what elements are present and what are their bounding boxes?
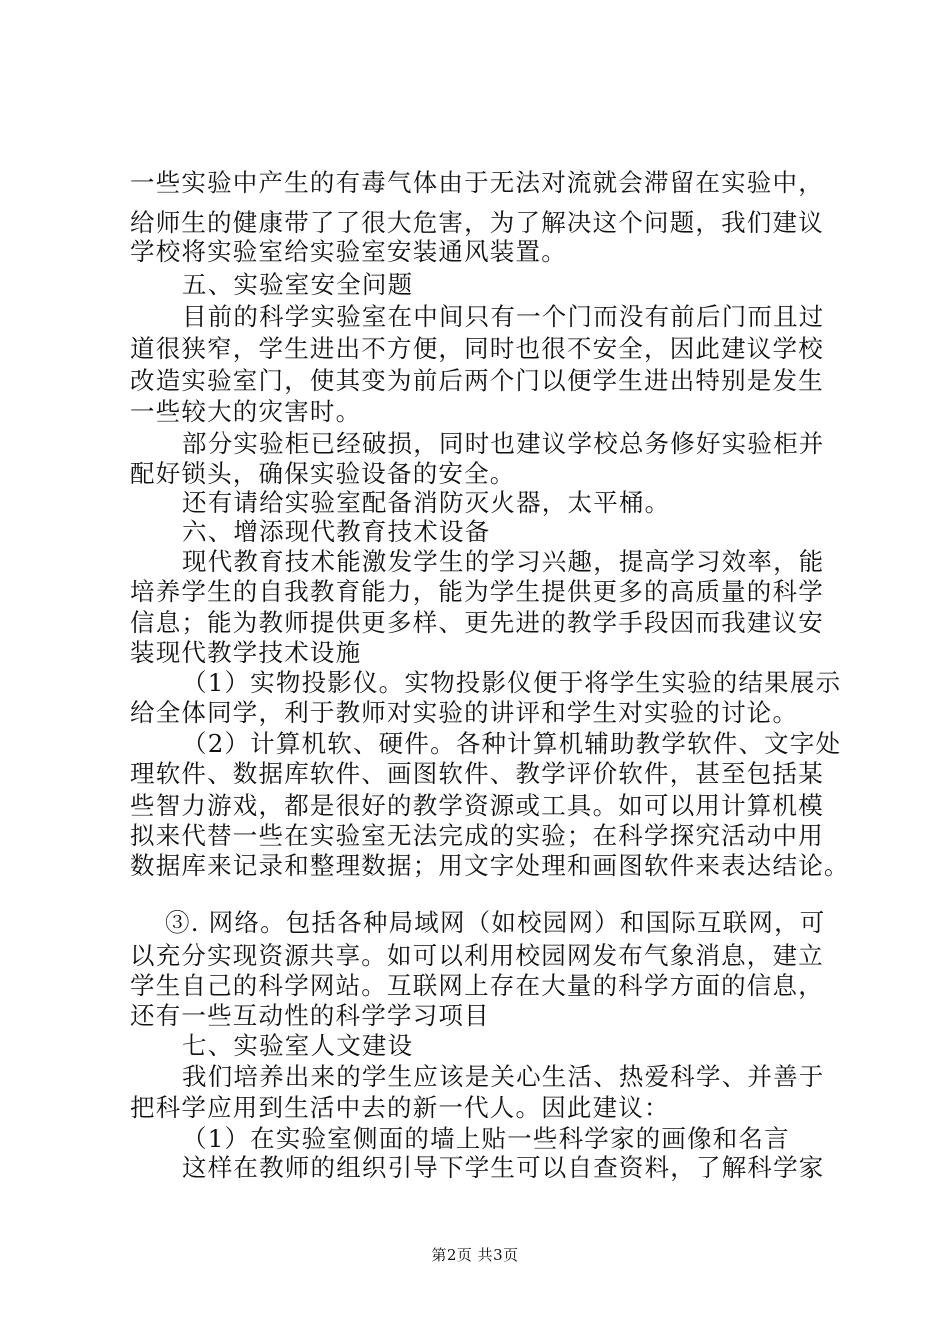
text-line: 以充分实现资源共享。如可以利用校园网发布气象消息，建立 bbox=[130, 941, 824, 970]
text-line: 给师生的健康带了了很大危害，为了解决这个问题，我们建议 bbox=[130, 208, 824, 237]
text-line: 我们培养出来的学生应该是关心生活、热爱科学、并善于 bbox=[182, 1062, 825, 1091]
section-heading: 五、实验室安全问题 bbox=[182, 270, 414, 299]
text-line: 学校将实验室给实验室安装通风装置。 bbox=[130, 237, 567, 266]
text-line: 改造实验室门，使其变为前后两个门以便学生进出特别是发生 bbox=[130, 366, 824, 395]
text-line: 道很狭窄，学生进出不方便，同时也很不安全，因此建议学校 bbox=[130, 334, 824, 363]
text-line: 这样在教师的组织引导下学生可以自查资料，了解科学家 bbox=[182, 1153, 825, 1182]
text-line: ③. 网络。包括各种局域网（如校园网）和国际互联网，可 bbox=[165, 908, 826, 937]
section-heading: 六、增添现代教育技术设备 bbox=[182, 517, 491, 546]
text-line: 学生自己的科学网站。互联网上存在大量的科学方面的信息， bbox=[130, 971, 824, 1000]
text-line: 把科学应用到生活中去的新一代人。因此建议： bbox=[130, 1093, 670, 1122]
text-line: 一些实验中产生的有毒气体由于无法对流就会滞留在实验中， bbox=[130, 168, 824, 197]
text-line: 现代教育技术能激发学生的学习兴趣，提高学习效率，能 bbox=[182, 547, 825, 576]
text-line: 理软件、数据库软件、画图软件、教学评价软件，甚至包括某 bbox=[130, 759, 824, 788]
text-line: 一些较大的灾害时。 bbox=[130, 397, 362, 426]
text-line: 信息；能为教师提供更多样、更先进的教学手段因而我建议安 bbox=[130, 608, 824, 637]
page-number-footer: 第2页 共3页 bbox=[431, 1246, 519, 1264]
text-line: （1）实物投影仪。实物投影仪便于将学生实验的结果展示 bbox=[182, 668, 842, 697]
text-line: 还有一些互动性的科学学习项目 bbox=[130, 1001, 490, 1030]
text-line: （2）计算机软、硬件。各种计算机辅助教学软件、文字处 bbox=[182, 729, 842, 758]
text-line: 些智力游戏，都是很好的教学资源或工具。如可以用计算机模 bbox=[130, 791, 824, 820]
text-line: 数据库来记录和整理数据；用文字处理和画图软件来表达结论。 bbox=[130, 851, 850, 880]
text-line: （1）在实验室侧面的墙上贴一些科学家的画像和名言 bbox=[182, 1124, 790, 1153]
text-line: 目前的科学实验室在中间只有一个门而没有前后门而且过 bbox=[182, 302, 825, 331]
text-line: 还有请给实验室配备消防灭火器，太平桶。 bbox=[182, 488, 671, 517]
text-line: 部分实验柜已经破损，同时也建议学校总务修好实验柜并 bbox=[182, 429, 825, 458]
text-line: 给全体同学，利于教师对实验的讲评和学生对实验的讨论。 bbox=[130, 698, 799, 727]
text-line: 拟来代替一些在实验室无法完成的实验；在科学探究活动中用 bbox=[130, 821, 824, 850]
text-line: 配好锁头，确保实验设备的安全。 bbox=[130, 459, 516, 488]
section-heading: 七、实验室人文建设 bbox=[182, 1031, 414, 1060]
text-line: 培养学生的自我教育能力，能为学生提供更多的高质量的科学 bbox=[130, 577, 824, 606]
text-line: 装现代教学技术设施 bbox=[130, 638, 362, 667]
